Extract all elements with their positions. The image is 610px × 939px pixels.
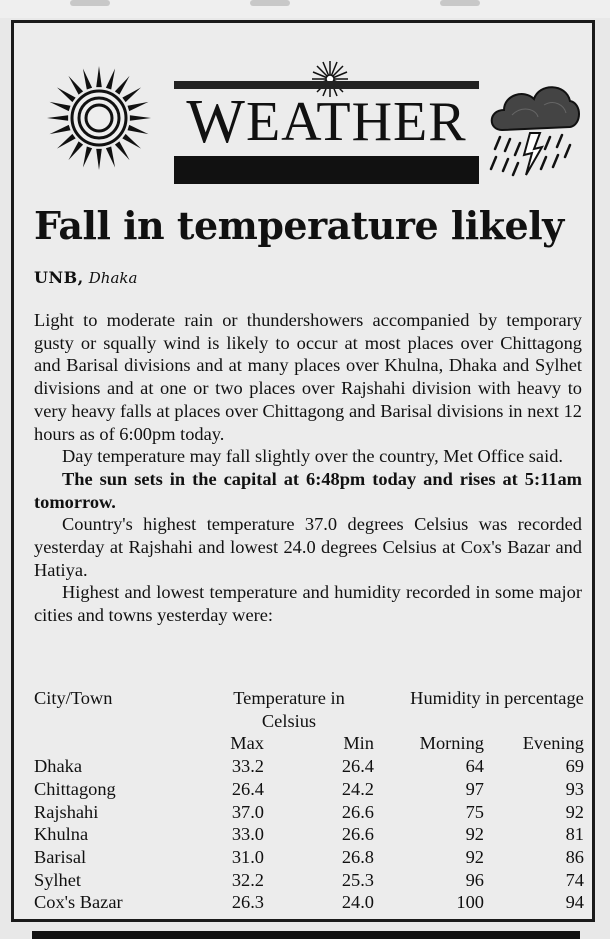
header-city: City/Town xyxy=(34,688,113,708)
sun-ray xyxy=(122,134,141,149)
paragraph: Highest and lowest temperature and humidity recorded in some major cities and towns yesterday were: xyxy=(34,582,582,626)
evening-cell: 81 xyxy=(565,824,584,845)
city-cell: Khulna xyxy=(34,824,89,845)
sun-ray xyxy=(106,69,115,90)
subheader-evening: Evening xyxy=(522,733,584,754)
city-cell: Cox's Bazar xyxy=(34,892,123,913)
sun-ray xyxy=(96,149,102,170)
weather-box xyxy=(11,20,595,922)
weather-masthead xyxy=(14,23,592,198)
morning-cell: 96 xyxy=(465,869,484,890)
bottom-rule xyxy=(32,931,580,939)
temperature-table xyxy=(34,687,584,914)
morning-cell: 97 xyxy=(465,778,484,799)
sun-times-paragraph: The sun sets in the capital at 6:48pm today and rises at 5:11am tomorrow. xyxy=(34,468,582,512)
morning-cell: 92 xyxy=(465,824,484,845)
masthead-bottom-bar xyxy=(174,156,479,184)
byline-source: UNB, xyxy=(34,268,84,287)
sun-ray xyxy=(83,147,92,168)
byline-place: Dhaka xyxy=(88,269,138,287)
city-cell: Dhaka xyxy=(34,756,82,777)
sun-ray xyxy=(57,87,76,102)
min-cell: 26.8 xyxy=(341,846,374,867)
table-header-row xyxy=(34,687,584,732)
sun-ray xyxy=(115,141,130,160)
sun-ray xyxy=(47,115,68,121)
sun-icon xyxy=(44,63,154,173)
max-cell: 31.0 xyxy=(231,846,264,867)
city-cell: Sylhet xyxy=(34,869,82,890)
subheader-min: Min xyxy=(343,733,374,754)
paragraph: Day temperature may fall slightly over the country, Met Office said. xyxy=(62,446,563,467)
paragraph: Light to moderate rain or thundershowers accompanied by temporary gusty or squally wind is likely to occur at most places over Chittagong and Barisal divisions and at many places over Khulna, Dhaka and Sylhet divisions and at one or two places over Rajshahi division with heavy to very heavy falls at places over Chittagong and Barisal divisions in next 12 hours as of 6:00pm today. xyxy=(34,310,582,444)
sun-ray xyxy=(128,102,149,111)
evening-cell: 94 xyxy=(565,892,584,913)
evening-cell: 92 xyxy=(565,801,584,822)
page-top-strip xyxy=(0,0,610,18)
min-cell: 24.2 xyxy=(341,778,374,799)
masthead-letter-w: W xyxy=(186,88,246,156)
paragraph: Country's highest temperature 37.0 degrees Celsius was recorded yesterday at Rajshahi and lowest 24.0 degrees Celsius at Cox's Bazar and Hatiya. xyxy=(34,514,582,580)
sun-ray xyxy=(106,147,115,168)
max-cell: 26.3 xyxy=(231,892,264,913)
sun-ray xyxy=(68,141,83,160)
table-subheader-row xyxy=(34,732,584,755)
city-cell: Chittagong xyxy=(34,778,116,799)
min-cell: 26.4 xyxy=(341,756,374,777)
evening-cell: 86 xyxy=(565,846,584,867)
table-row xyxy=(34,823,584,846)
sun-ray xyxy=(115,76,130,95)
morning-cell: 64 xyxy=(465,756,484,777)
sun-ray xyxy=(128,125,149,134)
table-row xyxy=(34,846,584,869)
subheader-morning: Morning xyxy=(419,733,484,754)
table-row xyxy=(34,801,584,824)
table-row xyxy=(34,778,584,801)
sun-ray xyxy=(50,125,71,134)
rain-cloud-icon xyxy=(484,75,584,185)
max-cell: 33.0 xyxy=(231,824,264,845)
morning-cell: 100 xyxy=(456,892,484,913)
min-cell: 26.6 xyxy=(341,824,374,845)
evening-cell: 93 xyxy=(565,778,584,799)
header-temperature: Temperature in Celsius xyxy=(233,688,345,731)
sun-ray xyxy=(83,69,92,90)
max-cell: 33.2 xyxy=(231,756,264,777)
max-cell: 26.4 xyxy=(231,778,264,799)
masthead-title xyxy=(174,89,479,155)
masthead-letters: EATHER xyxy=(245,91,467,153)
sun-ray xyxy=(96,66,102,87)
city-cell: Barisal xyxy=(34,846,87,867)
table-row xyxy=(34,891,584,914)
min-cell: 24.0 xyxy=(341,892,374,913)
sun-ray xyxy=(130,115,151,121)
table-row xyxy=(34,869,584,892)
morning-cell: 75 xyxy=(465,801,484,822)
min-cell: 26.6 xyxy=(341,801,374,822)
evening-cell: 69 xyxy=(565,756,584,777)
evening-cell: 74 xyxy=(565,869,584,890)
table-row xyxy=(34,755,584,778)
morning-cell: 92 xyxy=(465,846,484,867)
min-cell: 25.3 xyxy=(341,869,374,890)
max-cell: 32.2 xyxy=(231,869,264,890)
headline: Fall in temperature likely xyxy=(34,203,564,248)
sun-ray xyxy=(50,102,71,111)
sun-ray xyxy=(122,87,141,102)
subheader-max: Max xyxy=(230,733,264,754)
city-cell: Rajshahi xyxy=(34,801,99,822)
sun-ray xyxy=(68,76,83,95)
max-cell: 37.0 xyxy=(231,801,264,822)
article-body xyxy=(34,309,582,627)
byline xyxy=(34,268,137,287)
header-humidity: Humidity in percentage xyxy=(410,688,584,708)
sun-ray xyxy=(57,134,76,149)
